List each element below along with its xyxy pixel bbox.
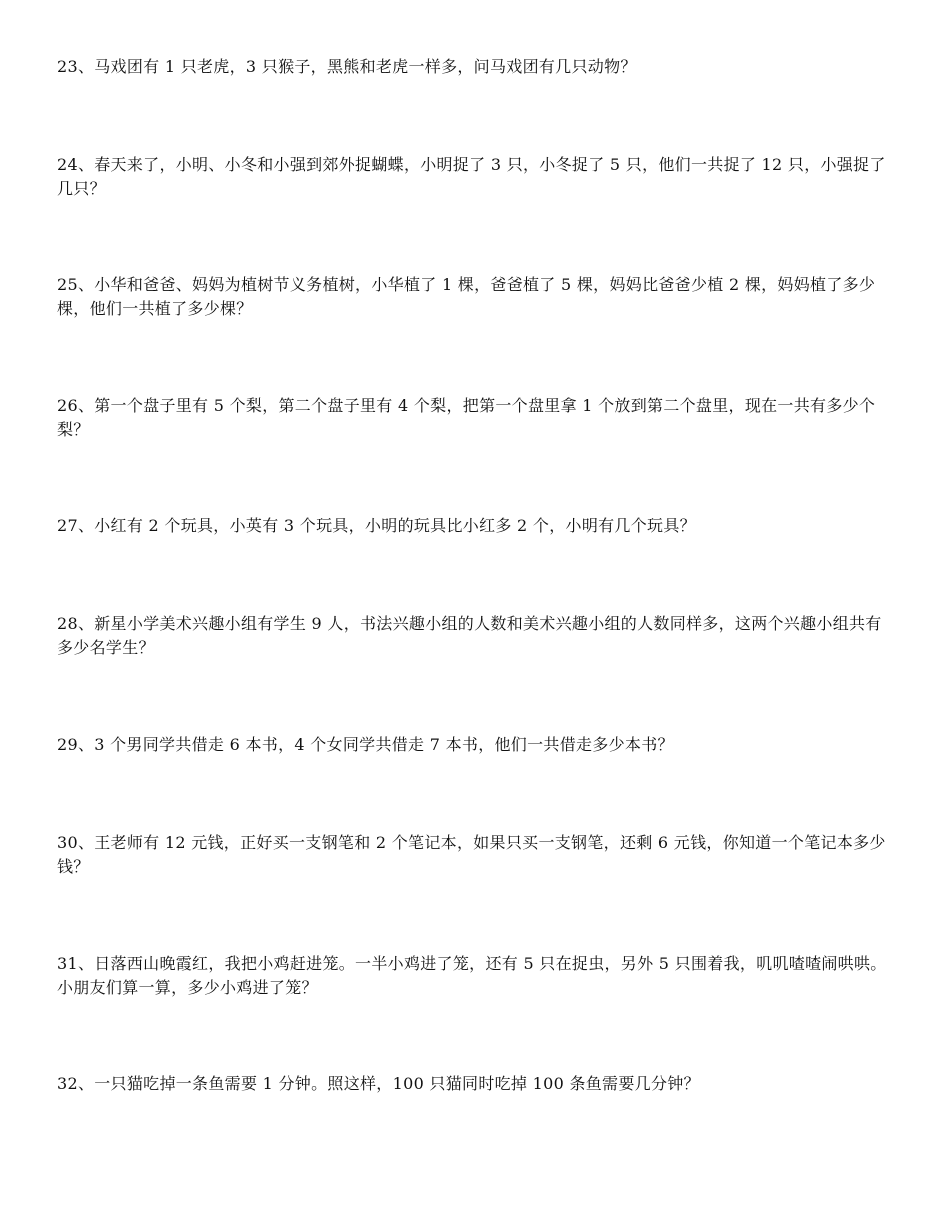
problem-23: 23、马戏团有 1 只老虎，3 只猴子，黑熊和老虎一样多，问马戏团有几只动物？ <box>57 57 637 76</box>
problem-29: 29、3 个男同学共借走 6 本书，4 个女同学共借走 7 本书，他们一共借走多少本书？ <box>57 735 674 754</box>
problem-30: 30、王老师有 12 元钱，正好买一支钢笔和 2 个笔记本，如果只买一支钢笔，还剩 6 元钱，你知道一个笔记本多少钱？ <box>57 833 886 876</box>
problem-26: 26、第一个盘子里有 5 个梨，第二个盘子里有 4 个梨，把第一个盘里拿 1 个放到第二个盘里，现在一共有多少个梨？ <box>57 396 876 439</box>
problem-24: 24、春天来了，小明、小冬和小强到郊外捉蝴蝶，小明捉了 3 只，小冬捉了 5 只，他们一共捉了 12 只，小强捉了几只？ <box>57 155 886 198</box>
problem-28: 28、新星小学美术兴趣小组有学生 9 人，书法兴趣小组的人数和美术兴趣小组的人数同样多，这两个兴趣小组共有多少名学生？ <box>57 614 882 657</box>
problem-27: 27、小红有 2 个玩具，小英有 3 个玩具，小明的玩具比小红多 2 个，小明有几个玩具？ <box>57 516 696 535</box>
problem-31: 31、日落西山晚霞红，我把小鸡赶进笼。一半小鸡进了笼，还有 5 只在捉虫，另外 5 只围着我，叽叽喳喳闹哄哄。小朋友们算一算，多少小鸡进了笼？ <box>57 954 887 997</box>
problem-32: 32、一只猫吃掉一条鱼需要 1 分钟。照这样，100 只猫同时吃掉 100 条鱼需要几分钟？ <box>57 1074 700 1093</box>
problem-25: 25、小华和爸爸、妈妈为植树节义务植树，小华植了 1 棵，爸爸植了 5 棵，妈妈比爸爸少植 2 棵，妈妈植了多少棵，他们一共植了多少棵？ <box>57 275 876 318</box>
